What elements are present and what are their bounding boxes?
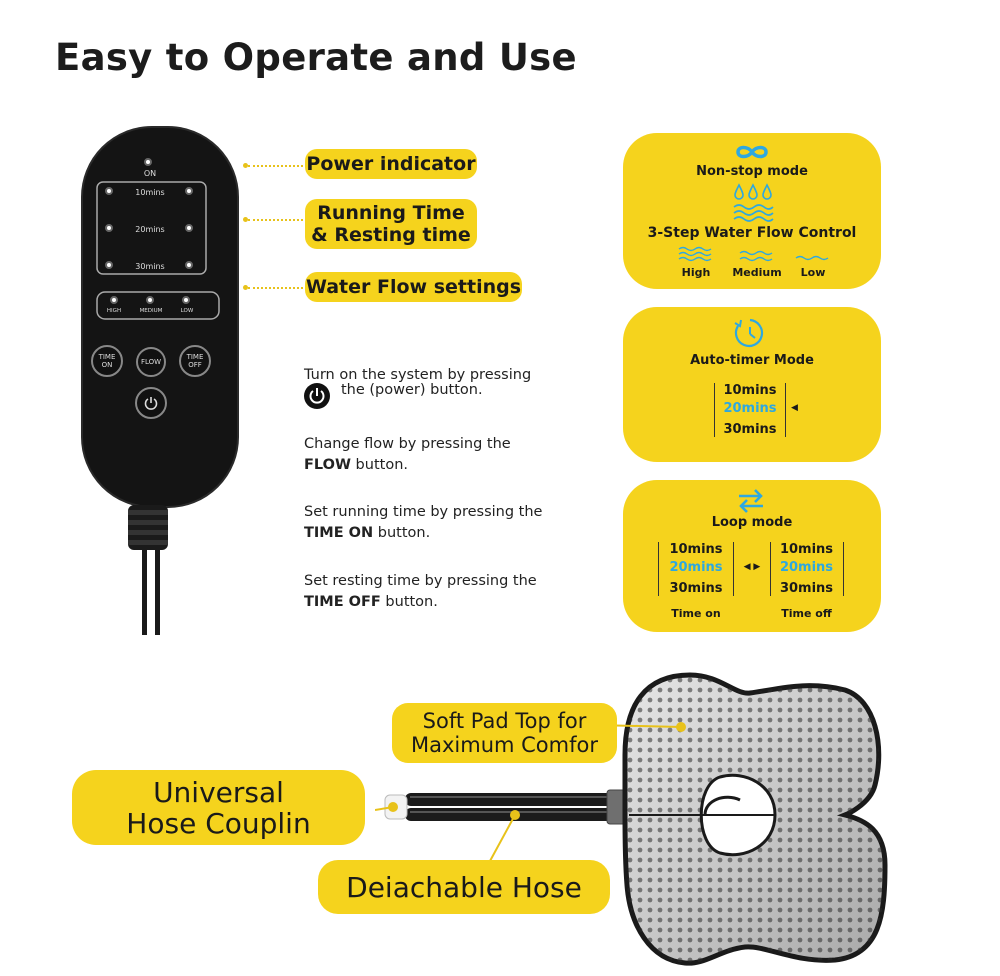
flow-low-label: Low xyxy=(800,266,826,279)
led-10-right xyxy=(185,187,193,195)
connector-line xyxy=(248,287,303,289)
remote-low: LOW xyxy=(180,308,194,314)
high-wave-icon xyxy=(678,246,714,262)
remote-high: HIGH xyxy=(106,308,122,314)
loop-divider-4 xyxy=(843,542,844,596)
instruction-flow xyxy=(304,434,564,476)
instruction-flow-rest: button. xyxy=(350,457,408,473)
loop-divider-2 xyxy=(733,542,734,596)
power-indicator-label: Power indicator xyxy=(305,149,477,179)
flow-label: FLOW xyxy=(140,358,162,366)
hose-coupling-callout xyxy=(72,770,365,845)
soft-pad-line1: Soft Pad Top for xyxy=(422,709,587,733)
hose-coupling-line1: Universal xyxy=(153,775,284,809)
timer-10mins: 10mins xyxy=(723,383,777,398)
loop-off-10mins: 10mins xyxy=(779,542,834,557)
loop-on-20mins: 20mins xyxy=(669,560,723,575)
timer-divider-right xyxy=(785,383,786,437)
remote-30mins: 30mins xyxy=(135,262,165,271)
instruction-time-off-rest: button. xyxy=(380,594,438,610)
instruction-time-on-line1: Set running time by pressing the xyxy=(304,504,543,520)
loop-on-30mins: 30mins xyxy=(669,581,723,596)
power-button[interactable] xyxy=(135,387,167,419)
infinity-icon xyxy=(734,143,770,161)
loop-mode-panel xyxy=(623,480,881,632)
detachable-hose-callout: Deiachable Hose xyxy=(318,860,610,914)
timer-arrow: ◀ xyxy=(791,403,798,413)
instruction-power-line2: the (power) button. xyxy=(341,381,483,398)
led-high xyxy=(110,296,118,304)
time-on-label: TIME ON xyxy=(98,353,116,369)
led-low xyxy=(182,296,190,304)
auto-timer-panel xyxy=(623,307,881,462)
instruction-time-off-line1: Set resting time by pressing the xyxy=(304,573,537,589)
loop-off-20mins: 20mins xyxy=(779,560,834,575)
led-30-right xyxy=(185,261,193,269)
loop-time-off-label: Time off xyxy=(781,607,832,620)
instruction-power-line1: Turn on the system by pressing xyxy=(304,367,532,383)
flow-high-label: High xyxy=(681,266,711,279)
hose-coupling-line2: Hose Couplin xyxy=(126,806,311,840)
remote-20mins: 20mins xyxy=(135,225,165,234)
timer-30mins: 30mins xyxy=(723,422,777,437)
instruction-power xyxy=(304,365,554,412)
instruction-flow-line1: Change flow by pressing the xyxy=(304,436,511,452)
time-on-button[interactable] xyxy=(91,345,123,377)
instruction-flow-bold: FLOW xyxy=(304,457,351,473)
running-time-line1: Running Time xyxy=(317,202,465,224)
water-flow-control-title: 3-Step Water Flow Control xyxy=(647,225,857,241)
remote-medium: MEDIUM xyxy=(139,308,163,314)
led-20-right xyxy=(185,224,193,232)
remote-body-graphic xyxy=(80,125,240,635)
page-title: Easy to Operate and Use xyxy=(55,36,577,79)
led-10-left xyxy=(105,187,113,195)
nonstop-mode-title: Non-stop mode xyxy=(696,164,808,179)
remote-control xyxy=(80,125,240,635)
flow-button[interactable] xyxy=(136,347,166,377)
water-flow-label: Water Flow settings xyxy=(305,272,522,302)
connector-line xyxy=(248,219,303,221)
instruction-time-off-bold: TIME OFF xyxy=(304,594,381,610)
nonstop-mode-panel xyxy=(623,133,881,289)
power-led xyxy=(144,158,152,166)
soft-pad-line2: Maximum Comfor xyxy=(411,733,598,757)
instruction-time-on-rest: button. xyxy=(373,525,431,541)
instruction-time-off xyxy=(304,571,564,613)
timer-20mins: 20mins xyxy=(723,401,777,416)
remote-on-label: ON xyxy=(143,169,157,178)
remote-10mins: 10mins xyxy=(135,188,165,197)
loop-off-30mins: 30mins xyxy=(779,581,834,596)
flow-medium-label: Medium xyxy=(732,266,782,279)
instruction-time-on xyxy=(304,502,564,544)
running-time-label xyxy=(305,199,477,249)
soft-pad-callout xyxy=(392,703,617,763)
connector-line xyxy=(248,165,303,167)
medium-wave-icon xyxy=(739,250,775,262)
led-medium xyxy=(146,296,154,304)
water-drops-icon xyxy=(732,183,774,223)
instruction-time-on-bold: TIME ON xyxy=(304,525,374,541)
loop-icon xyxy=(735,486,767,514)
running-time-line2: & Resting time xyxy=(311,224,471,246)
loop-mode-title: Loop mode xyxy=(711,515,793,530)
power-icon xyxy=(143,395,159,411)
low-wave-icon xyxy=(795,254,831,262)
loop-on-10mins: 10mins xyxy=(669,542,723,557)
time-off-label: TIME OFF xyxy=(186,353,204,369)
loop-arrows: ◀ ▶ xyxy=(743,562,761,572)
led-20-left xyxy=(105,224,113,232)
timer-icon xyxy=(732,316,768,350)
power-icon xyxy=(304,383,330,409)
auto-timer-title: Auto-timer Mode xyxy=(690,353,814,368)
loop-time-on-label: Time on xyxy=(671,607,721,620)
led-30-left xyxy=(105,261,113,269)
time-off-button[interactable] xyxy=(179,345,211,377)
